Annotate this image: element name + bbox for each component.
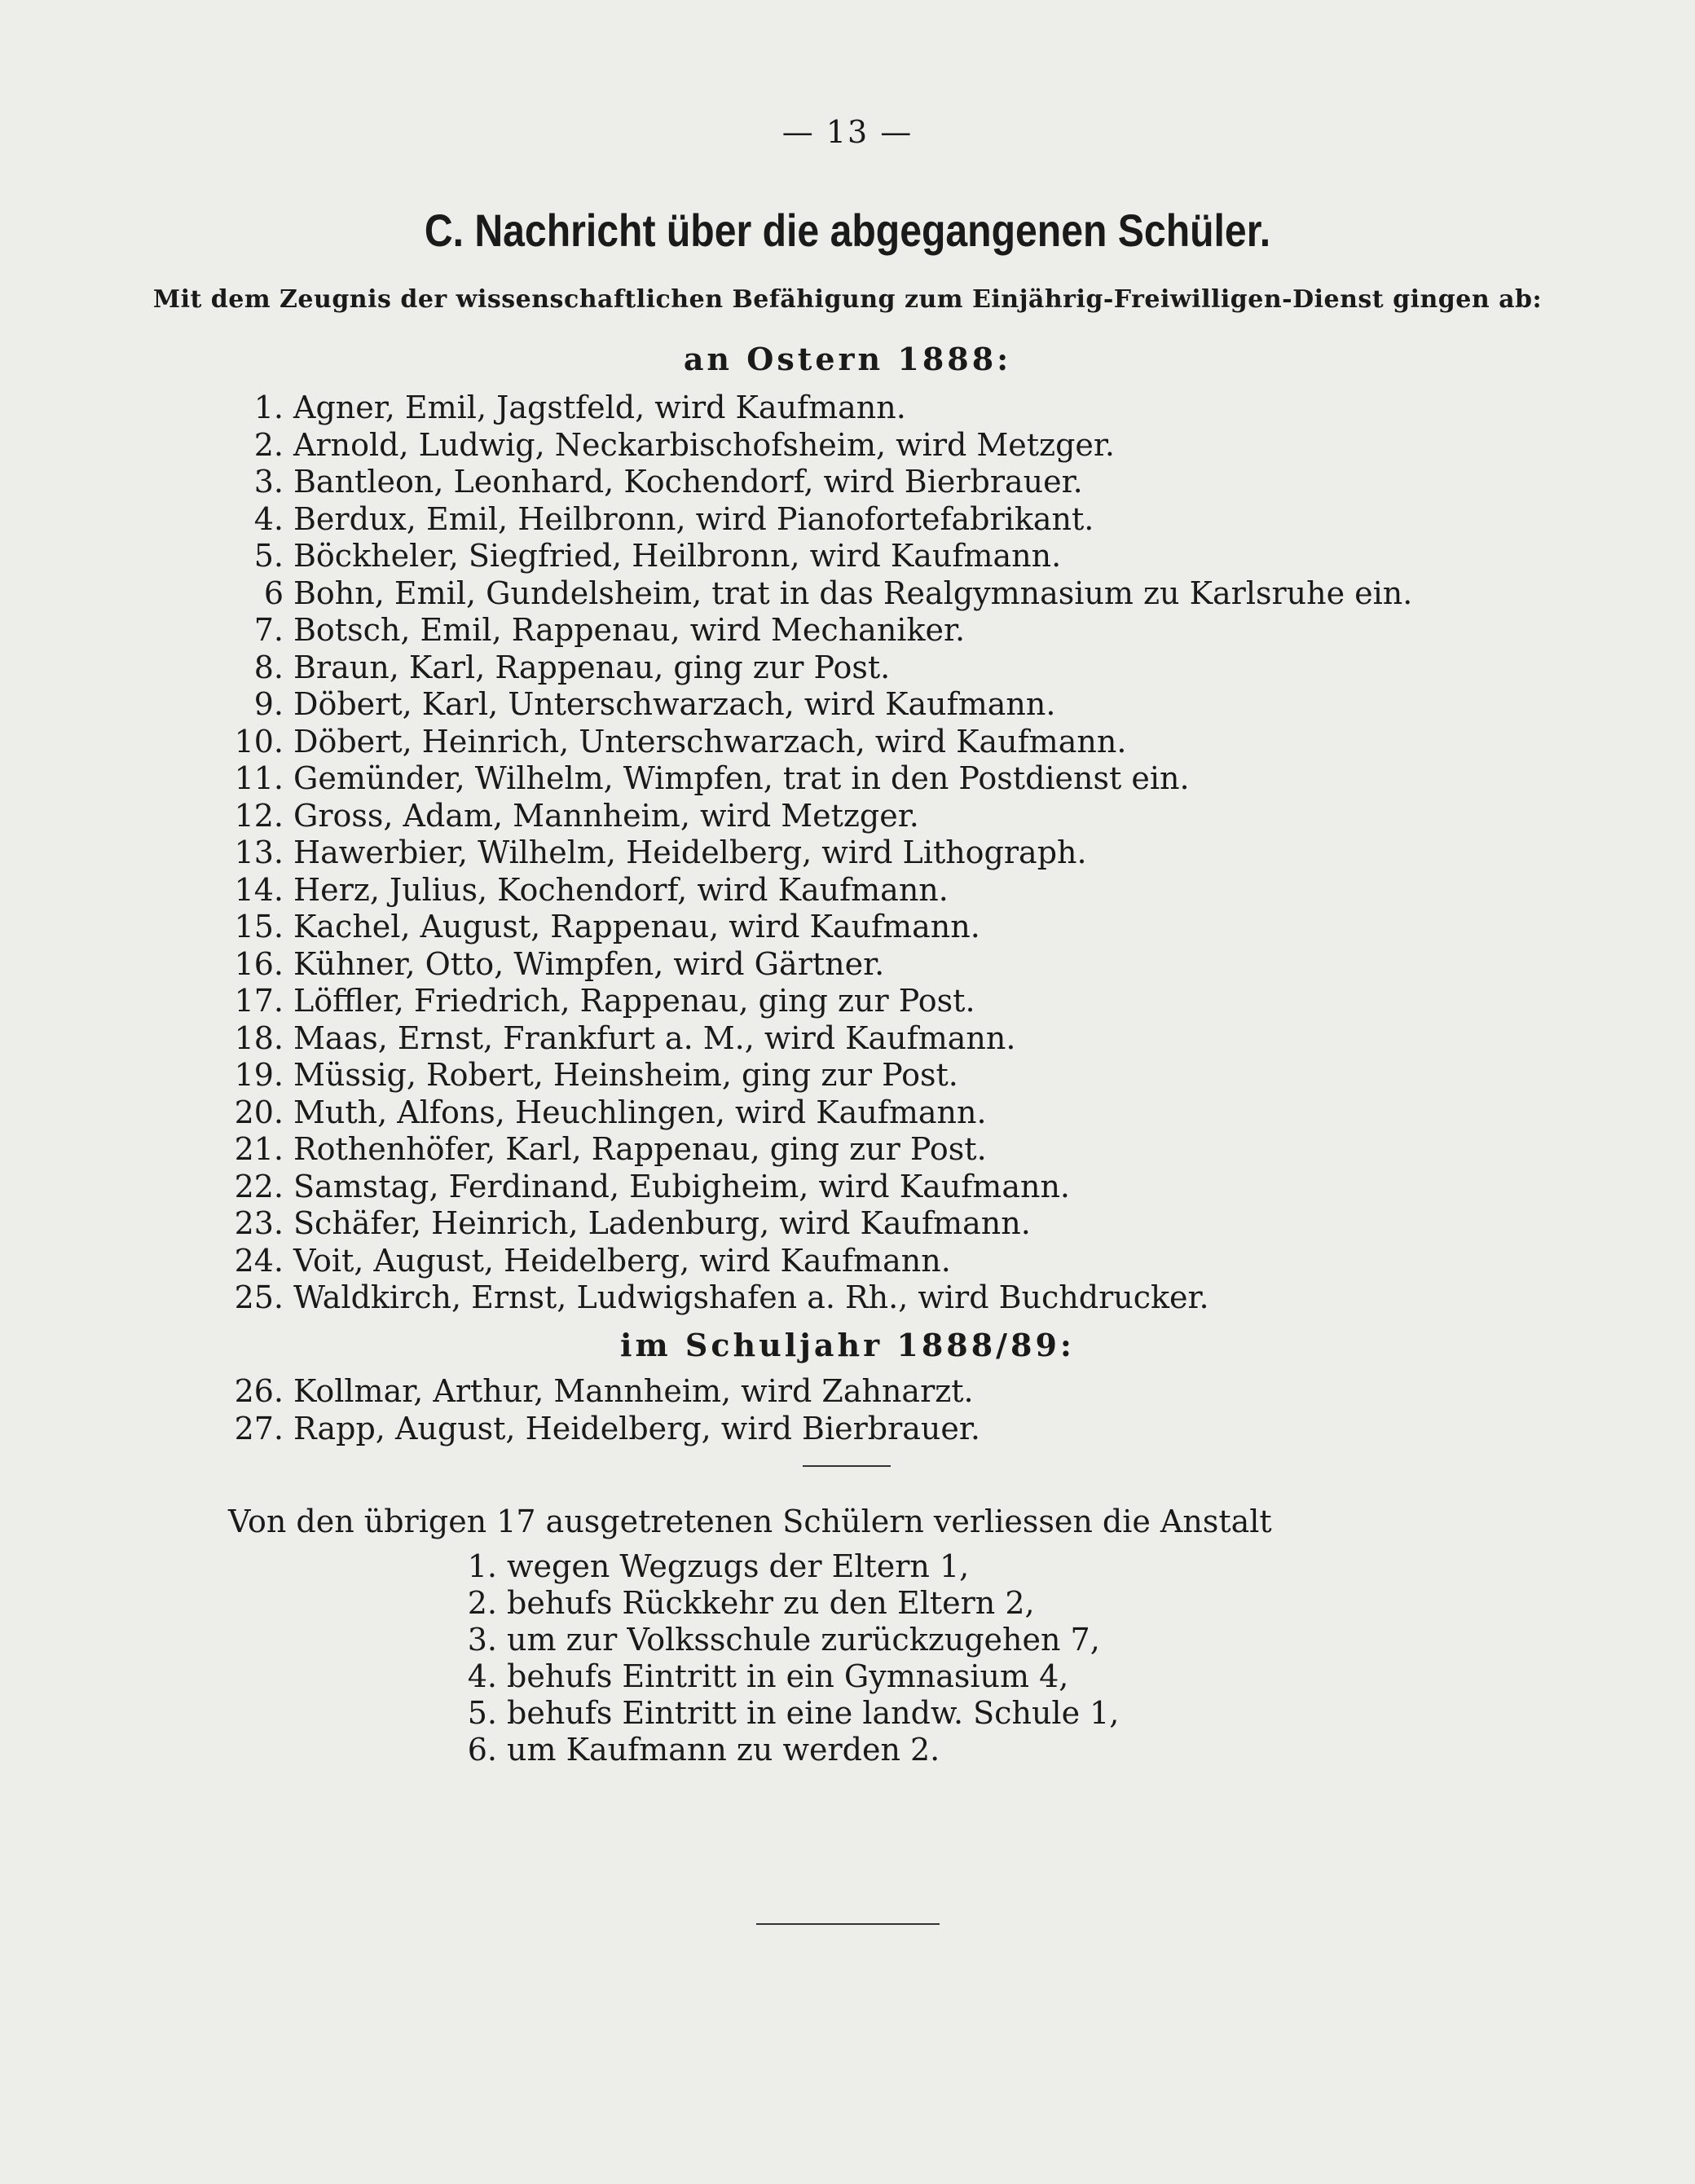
list-item: [456, 1585, 1119, 1622]
item-text: Voit, August, Heidelberg, wird Kaufmann.: [293, 1242, 951, 1279]
student-list-easter: [212, 390, 1412, 1317]
item-number: 24.: [234, 1242, 284, 1279]
item-number: 26.: [234, 1373, 284, 1409]
item-number: 6: [263, 575, 284, 611]
list-item: [212, 1205, 1412, 1243]
list-item: [212, 983, 1412, 1020]
item-number: 9.: [253, 686, 284, 722]
item-number: 19.: [234, 1057, 284, 1093]
list-item: [212, 649, 1412, 687]
list-item: [212, 1279, 1412, 1317]
item-text: Schäfer, Heinrich, Ladenburg, wird Kaufmann.: [293, 1205, 1031, 1241]
list-item: [212, 1373, 980, 1411]
item-text: Muth, Alfons, Heuchlingen, wird Kaufmann.: [293, 1094, 987, 1130]
item-text: wegen Wegzugs der Eltern 1,: [507, 1548, 970, 1584]
item-text: Braun, Karl, Rappenau, ging zur Post.: [293, 649, 891, 685]
list-item: [212, 686, 1412, 724]
item-number: 11.: [234, 760, 284, 796]
list-item: [212, 390, 1412, 427]
item-text: Löffler, Friedrich, Rappenau, ging zur Post.: [293, 983, 975, 1019]
list-item: [212, 538, 1412, 575]
item-number: 16.: [234, 945, 284, 982]
item-text: Waldkirch, Ernst, Ludwigshafen a. Rh., wird Buchdrucker.: [293, 1279, 1209, 1315]
item-text: Döbert, Karl, Unterschwarzach, wird Kaufmann.: [293, 686, 1056, 722]
section-subtitle: Mit dem Zeugnis der wissenschaftlichen Befähigung zum Einjährig-Freiwilligen-Dienst gingen ab:: [152, 285, 1543, 314]
heading-easter-1888: an Ostern 1888:: [683, 341, 1012, 377]
item-text: Botsch, Emil, Rappenau, wird Mechaniker.: [293, 612, 966, 648]
item-text: Agner, Emil, Jagstfeld, wird Kaufmann.: [293, 390, 906, 425]
item-number: 27.: [234, 1410, 284, 1446]
item-text: behufs Eintritt in eine landw. Schule 1,: [507, 1695, 1120, 1731]
section-title: C. Nachricht über die abgegangenen Schüler.: [424, 205, 1271, 256]
item-number: 17.: [234, 983, 284, 1019]
item-text: behufs Eintritt in ein Gymnasium 4,: [507, 1658, 1069, 1694]
list-item: [212, 1243, 1412, 1280]
list-item: [212, 798, 1412, 835]
list-item: [212, 1131, 1412, 1169]
item-text: Herz, Julius, Kochendorf, wird Kaufmann.: [293, 871, 949, 908]
item-text: Müssig, Robert, Heinsheim, ging zur Post.: [293, 1057, 958, 1093]
list-item: [212, 575, 1412, 613]
item-text: Berdux, Emil, Heilbronn, wird Pianofortefabrikant.: [293, 500, 1094, 537]
list-item: [212, 946, 1412, 984]
item-number: 10.: [234, 723, 284, 760]
item-number: 1.: [253, 390, 284, 425]
item-number: 3.: [253, 464, 284, 500]
list-item: [456, 1658, 1119, 1695]
item-text: Döbert, Heinrich, Unterschwarzach, wird Kaufmann.: [293, 723, 1127, 760]
item-number: 5.: [467, 1695, 497, 1731]
item-number: 20.: [234, 1094, 284, 1130]
item-text: Gross, Adam, Mannheim, wird Metzger.: [293, 797, 919, 834]
item-text: um Kaufmann zu werden 2.: [507, 1732, 940, 1768]
item-number: 15.: [234, 909, 284, 944]
item-text: Hawerbier, Wilhelm, Heidelberg, wird Lithograph.: [293, 834, 1087, 870]
item-number: 6.: [467, 1732, 497, 1768]
item-number: 1.: [467, 1548, 497, 1584]
item-number: 25.: [234, 1279, 284, 1315]
list-item: [212, 1020, 1412, 1058]
leaving-reasons-list: [456, 1548, 1119, 1768]
list-item: [456, 1548, 1119, 1585]
list-item: [212, 464, 1412, 501]
heading-schoolyear-1888-89: im Schuljahr 1888/89:: [620, 1327, 1075, 1363]
item-text: behufs Rückkehr zu den Eltern 2,: [507, 1585, 1035, 1621]
list-item: [212, 1411, 980, 1448]
item-text: Kachel, August, Rappenau, wird Kaufmann.: [293, 909, 980, 944]
item-number: 4.: [467, 1658, 497, 1694]
item-text: Gemünder, Wilhelm, Wimpfen, trat in den Postdienst ein.: [293, 760, 1190, 796]
list-item: [212, 872, 1412, 909]
list-item: [212, 501, 1412, 539]
leavers-intro: Von den übrigen 17 ausgetretenen Schülern verliessen die Anstalt: [228, 1504, 1272, 1539]
item-text: Böckheler, Siegfried, Heilbronn, wird Kaufmann.: [293, 538, 1062, 574]
item-text: Bantleon, Leonhard, Kochendorf, wird Bierbrauer.: [293, 464, 1083, 500]
item-text: Rothenhöfer, Karl, Rappenau, ging zur Post.: [293, 1131, 987, 1167]
item-number: 22.: [234, 1168, 284, 1204]
item-number: 3.: [467, 1622, 497, 1658]
item-text: Maas, Ernst, Frankfurt a. M., wird Kaufmann.: [293, 1019, 1016, 1056]
item-number: 14.: [234, 871, 284, 908]
item-number: 7.: [253, 612, 284, 648]
item-text: Rapp, August, Heidelberg, wird Bierbrauer.: [293, 1410, 980, 1446]
item-text: Samstag, Ferdinand, Eubigheim, wird Kaufmann.: [293, 1168, 1071, 1204]
item-text: Kollmar, Arthur, Mannheim, wird Zahnarzt.: [293, 1373, 974, 1409]
item-number: 5.: [253, 538, 284, 574]
item-number: 2.: [253, 426, 284, 463]
item-number: 23.: [234, 1205, 284, 1241]
list-item: [212, 834, 1412, 872]
item-number: 12.: [234, 797, 284, 834]
item-number: 2.: [467, 1585, 497, 1621]
list-item: [456, 1622, 1119, 1658]
list-item: [212, 427, 1412, 465]
item-text: um zur Volksschule zurückzugehen 7,: [507, 1622, 1100, 1658]
item-text: Kühner, Otto, Wimpfen, wird Gärtner.: [293, 945, 885, 982]
list-item: [212, 1169, 1412, 1206]
divider-rule: [803, 1465, 891, 1467]
student-list-schoolyear: [212, 1373, 980, 1447]
item-text: Bohn, Emil, Gundelsheim, trat in das Realgymnasium zu Karlsruhe ein.: [293, 575, 1413, 611]
list-item: [212, 1057, 1412, 1094]
list-item: [456, 1732, 1119, 1768]
item-number: 4.: [253, 500, 284, 537]
list-item: [212, 760, 1412, 798]
page-number: — 13 —: [781, 114, 914, 150]
list-item: [212, 909, 1412, 946]
item-number: 18.: [234, 1019, 284, 1056]
item-text: Arnold, Ludwig, Neckarbischofsheim, wird Metzger.: [293, 426, 1115, 463]
list-item: [456, 1695, 1119, 1732]
item-number: 8.: [253, 649, 284, 685]
list-item: [212, 612, 1412, 649]
list-item: [212, 724, 1412, 761]
end-rule: [756, 1923, 940, 1925]
item-number: 21.: [234, 1131, 284, 1167]
item-number: 13.: [234, 834, 284, 870]
list-item: [212, 1094, 1412, 1132]
